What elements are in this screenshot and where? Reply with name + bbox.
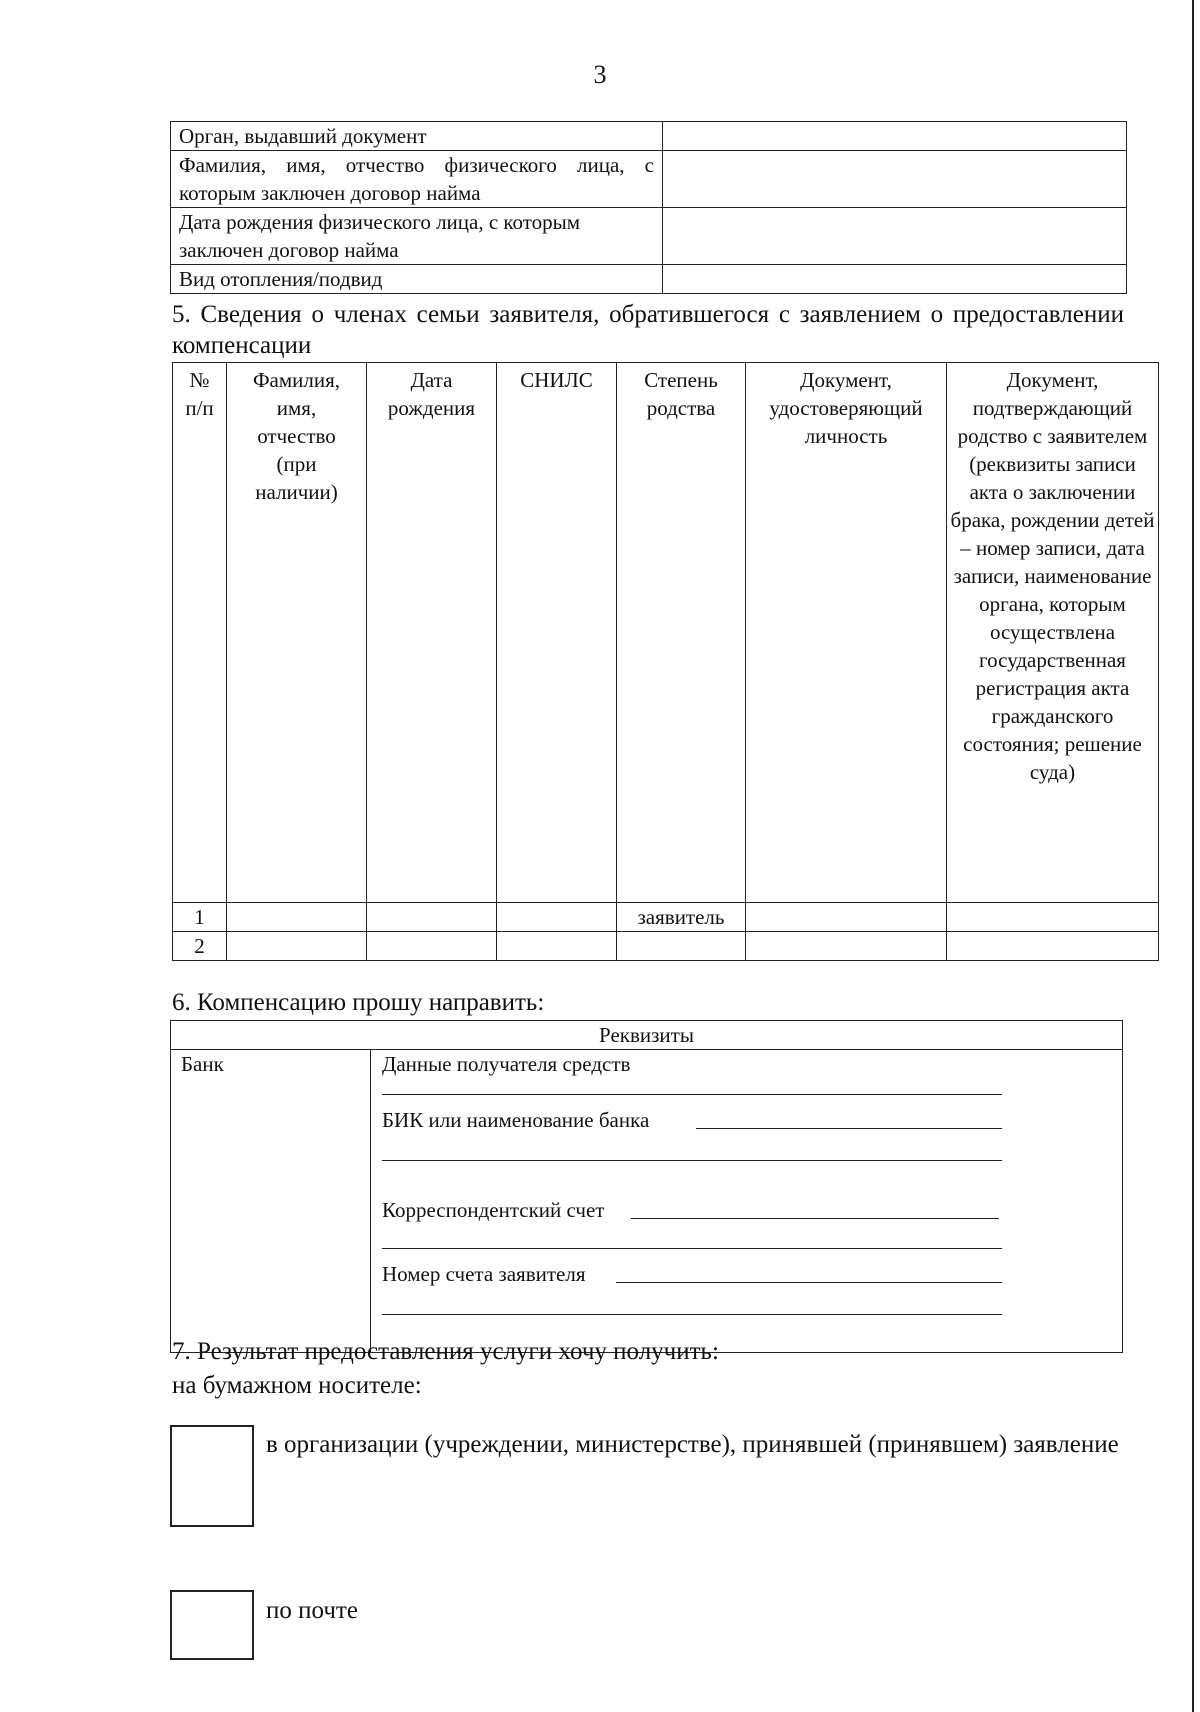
bik-label: БИК или наименование банка: [382, 1108, 650, 1132]
cell-birth-field[interactable]: [367, 932, 497, 961]
header-birth: Дата рождения: [367, 363, 497, 903]
table-row: [171, 265, 1127, 294]
cell-fio-field[interactable]: [227, 903, 367, 932]
row-num: 1: [173, 903, 227, 932]
option-mail-label: по почте: [266, 1597, 358, 1624]
header-relation: Степень родства: [617, 363, 746, 903]
row-label: Дата рождения физического лица, с которым заключен договор найма: [171, 208, 663, 265]
table-header-row: [173, 363, 1159, 903]
bik-line-field-2[interactable]: [382, 1160, 1002, 1161]
cell-kinship-document-field[interactable]: [947, 932, 1159, 961]
section-5-title: 5. Сведения о членах семьи заявителя, обратившегося с заявлением о предоставлении компенсации: [172, 301, 1124, 359]
corr-account-line-field-2[interactable]: [382, 1248, 1002, 1249]
section-7-title: 7. Результат предоставления услуги хочу получить:: [172, 1338, 719, 1365]
row-label: Фамилия, имя, отчество физического лица, с которым заключен договор найма: [171, 151, 663, 208]
table-row: [171, 122, 1127, 151]
row-label: Орган, выдавший документ: [171, 122, 663, 151]
family-members-table: [172, 362, 1159, 961]
cell-snils-field[interactable]: [497, 903, 617, 932]
cell-snils-field[interactable]: [497, 932, 617, 961]
row-value-field[interactable]: [663, 265, 1127, 294]
section-7-subtitle: на бумажном носителе:: [172, 1372, 422, 1399]
option-organization-checkbox[interactable]: [170, 1425, 254, 1527]
table-row: [171, 151, 1127, 208]
cell-fio-field[interactable]: [227, 932, 367, 961]
row-value-field[interactable]: [663, 151, 1127, 208]
row-value-field[interactable]: [663, 122, 1127, 151]
table-row: [173, 932, 1159, 961]
table-row: [173, 903, 1159, 932]
account-number-label: Номер счета заявителя: [382, 1262, 586, 1286]
table-row: [171, 1050, 1123, 1353]
section-6-title: 6. Компенсацию прошу направить:: [172, 989, 545, 1016]
header-id-document: Документ, удостоверяющий личность: [746, 363, 947, 903]
bank-label: Банк: [171, 1050, 371, 1353]
cell-id-document-field[interactable]: [746, 932, 947, 961]
header-kinship-document: Документ, подтверждающий родство с заявителем (реквизиты записи акта о заключении брака, рождении детей – номер записи, дата записи, наименование органа, которым осуществлена государственная регистрация акта гражданского состояния; решение суда): [947, 363, 1159, 903]
row-label: Вид отопления/подвид: [171, 265, 663, 294]
bik-line-field[interactable]: [696, 1128, 1002, 1129]
requisites-header: Реквизиты: [171, 1021, 1123, 1050]
option-organization-label: в организации (учреждении, министерстве), принявшей (принявшем) заявление: [266, 1431, 1119, 1458]
option-mail-checkbox[interactable]: [170, 1590, 254, 1660]
cell-id-document-field[interactable]: [746, 903, 947, 932]
page-number: 3: [593, 60, 607, 89]
requisites-table: [170, 1020, 1123, 1353]
page-edge-line: [1192, 0, 1194, 1712]
row-num: 2: [173, 932, 227, 961]
cell-birth-field[interactable]: [367, 903, 497, 932]
recipient-line-field[interactable]: [382, 1094, 1002, 1095]
account-number-line-field[interactable]: [616, 1282, 1002, 1283]
account-number-line-field-2[interactable]: [382, 1314, 1002, 1315]
header-num: № п/п: [173, 363, 227, 903]
header-snils: СНИЛС: [497, 363, 617, 903]
applicant-details-table: [170, 121, 1127, 294]
recipient-label: Данные получателя средств: [382, 1052, 631, 1076]
corr-account-line-field[interactable]: [631, 1218, 999, 1219]
cell-kinship-document-field[interactable]: [947, 903, 1159, 932]
corr-account-label: Корреспондентский счет: [382, 1198, 605, 1222]
header-fio: Фамилия, имя, отчество (при наличии): [227, 363, 367, 903]
table-header-row: [171, 1021, 1123, 1050]
bank-details-cell: [371, 1050, 1123, 1353]
cell-relation: заявитель: [617, 903, 746, 932]
row-value-field[interactable]: [663, 208, 1127, 265]
table-row: [171, 208, 1127, 265]
cell-relation-field[interactable]: [617, 932, 746, 961]
